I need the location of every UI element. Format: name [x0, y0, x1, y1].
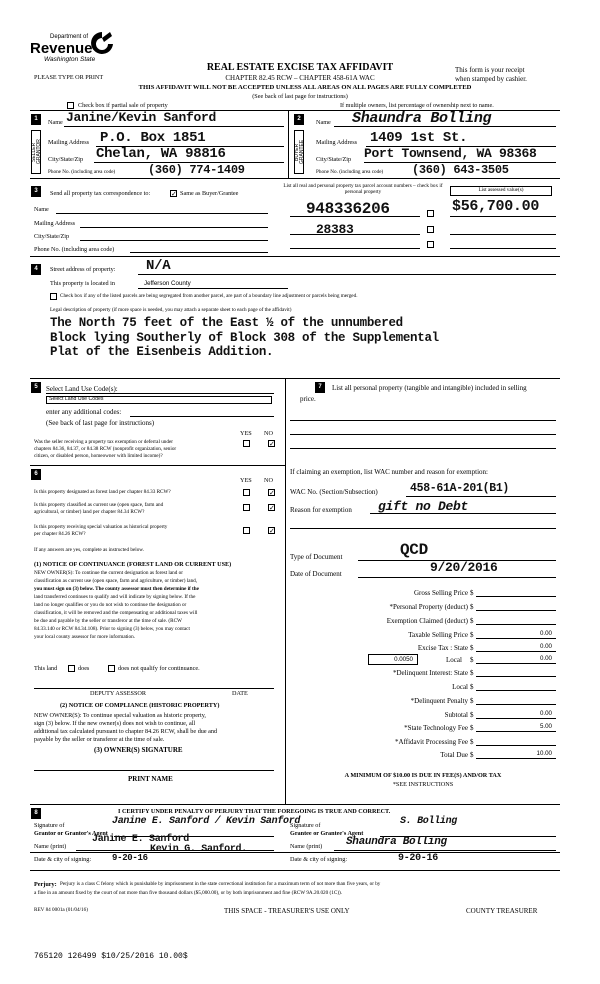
s6-q3-line-1: Is this property receiving special valuation as historical property — [34, 524, 168, 530]
seller-name-label: Name — [48, 119, 63, 126]
legal-label: Legal description of property (if more space is needed, you may attach a separate sheet to each page of the affidavit) — [50, 307, 292, 313]
grantor-date-label: Date & city of signing: — [34, 856, 92, 863]
s6-q1: Is this property designated as forest land per chapter 84.33 RCW? — [34, 489, 171, 495]
s6-if-yes: If any answers are yes, complete as instructed below. — [34, 547, 145, 553]
section-3-number: 3 — [31, 186, 41, 197]
subtotal-value: 0.00 — [539, 710, 552, 717]
does-not-label: does not qualify for continuance. — [118, 665, 200, 672]
exemption-dollar: $ — [470, 617, 474, 625]
personal-label: *Personal Property (deduct) — [389, 603, 468, 611]
receipt-note-2: when stamped by cashier. — [455, 75, 527, 83]
notice-1-line-9: your local county assessor for more information. — [34, 634, 135, 640]
buyer-address-label: Mailing Address — [316, 139, 358, 146]
s5-q1-line-1: Was the seller receiving a property tax exemption or deferral under — [34, 439, 174, 445]
exemption-claimed-label: Exemption Claimed (deduct) — [386, 617, 468, 625]
certify-statement: I CERTIFY UNDER PENALTY OF PERJURY THAT THE FOREGOING IS TRUE AND CORRECT. — [118, 808, 391, 815]
local-label: Local — [446, 656, 462, 664]
s3-address-label: Mailing Address — [34, 220, 76, 227]
affidavit-fee-dollar: $ — [470, 738, 474, 746]
parcel-1-checkbox[interactable] — [427, 210, 434, 217]
buyer-city[interactable]: Port Townsend, WA 98368 — [364, 146, 537, 161]
gross-dollar: $ — [470, 589, 474, 597]
grantee-signature[interactable]: S. Bolling — [400, 816, 458, 827]
total-due-value: 10.00 — [536, 750, 552, 757]
perjury-line-1: Perjury is a class C felony which is punishable by imprisonment in the state correctional institution for a maximum term of not more than five years, or by — [60, 881, 381, 887]
s3-name-label: Name — [34, 206, 49, 213]
s5-q1-no-checkbox[interactable]: ✓ — [269, 440, 275, 448]
section-4-number: 4 — [31, 264, 41, 275]
wac-number[interactable]: 458-61A-201(B1) — [410, 482, 510, 495]
taxable-dollar: $ — [470, 631, 474, 639]
s3-phone-label: Phone No. (including area code) — [34, 246, 115, 253]
gross-label: Gross Selling Price — [413, 589, 468, 597]
notice-1-line-2: classification as current use (open space, farm and agriculture, or timber) land, — [34, 578, 198, 584]
delinquent-interest-dollar: $ — [470, 669, 474, 677]
s5-q1-yes-checkbox[interactable] — [243, 440, 250, 447]
seller-phone-label: Phone No. (including area code) — [48, 169, 116, 175]
perjury-line-2: a fine in an amount fixed by the court of not more than five thousand dollars ($5,000.00), or by both imprisonment and fine (RCW 9A.20.020 (1C)). — [34, 890, 343, 896]
send-correspondence-label: Send all property tax correspondence to: — [50, 190, 151, 197]
assessed-1[interactable]: $56,700.00 — [452, 198, 540, 215]
s5-q1-line-2: chapters 84.36, 84.37, or 84.38 RCW (nonprofit organization, senior — [34, 446, 177, 452]
grantee-sig-label-1: Signature of — [290, 822, 321, 829]
deputy-assessor-label: DEPUTY ASSESSOR — [90, 690, 146, 697]
this-land-label: This land — [34, 665, 58, 672]
s6-q3-line-2: per chapter 84.26 RCW? — [34, 531, 86, 537]
tech-fee-value: 5.00 — [539, 723, 552, 730]
grantee-name-label: Name (print) — [290, 843, 323, 850]
seller-city[interactable]: Chelan, WA 98816 — [96, 146, 226, 162]
legal-line-3[interactable]: Plat of the Eisenbeis Addition. — [50, 345, 274, 359]
s3-city-label: City/State/Zip — [34, 233, 70, 240]
local-value: 0.00 — [539, 655, 552, 662]
doc-date-label: Date of Document — [290, 570, 342, 578]
exemption-reason[interactable]: gift no Debt — [378, 499, 469, 514]
grantee-date-label: Date & city of signing: — [290, 856, 348, 863]
grantor-date[interactable]: 9-20-16 — [112, 853, 148, 863]
grantor-name-label: Name (print) — [34, 843, 67, 850]
section-7-number: 7 — [315, 382, 325, 393]
legal-line-2[interactable]: Block lying Southerly of Block 308 of the Supplemental — [50, 331, 439, 345]
does-checkbox[interactable] — [68, 665, 75, 672]
seller-side-label: SELLER GRANTOR — [31, 130, 41, 174]
grantor-sig-label-1: Signature of — [34, 822, 65, 829]
parcel-1[interactable]: 948336206 — [306, 200, 390, 218]
parcel-header: List all real and personal property tax parcel account numbers – check box if personal property — [283, 183, 443, 195]
does-label: does — [78, 665, 90, 672]
partial-sale-label: Check box if partial sale of property — [78, 102, 168, 109]
notice-2-line-2: sign (3) below. If the new owner(s) does not wish to continue, all — [34, 720, 196, 727]
segregated-checkbox[interactable] — [50, 293, 57, 300]
form-warning: THIS AFFIDAVIT WILL NOT BE ACCEPTED UNLESS ALL AREAS ON ALL PAGES ARE FULLY COMPLETED — [138, 84, 472, 91]
s6-q2-yes-checkbox[interactable] — [243, 504, 250, 511]
delinquent-penalty-label: *Delinquent Penalty — [410, 697, 468, 705]
section-6-number: 6 — [31, 469, 41, 480]
grantee-sig-label-2: Grantee or Grantee's Agent — [290, 830, 364, 837]
subtotal-label: Subtotal — [444, 711, 468, 719]
seller-phone[interactable]: (360) 774-1409 — [148, 163, 245, 177]
notice-1-line-5: land no longer qualifies or you do not wish to continue the designation or — [34, 602, 187, 608]
total-due-dollar: $ — [470, 751, 474, 759]
local-rate[interactable]: 0.0050 — [368, 654, 418, 665]
buyer-phone[interactable]: (360) 643-3505 — [412, 163, 509, 177]
grantor-sig-label-2: Grantor or Grantor's Agent — [34, 830, 108, 837]
doc-type-label: Type of Document — [290, 553, 343, 561]
treasurer-stamp: 765120 126499 $10/25/2016 10.00$ — [34, 952, 188, 961]
notice-2-title: (2) NOTICE OF COMPLIANCE (HISTORIC PROPERTY) — [60, 702, 220, 709]
section-5-number: 5 — [31, 382, 41, 393]
section-1-number: 1 — [31, 114, 41, 125]
tech-fee-label: *State Technology Fee — [404, 724, 468, 732]
s6-q1-no-checkbox[interactable]: ✓ — [269, 489, 275, 497]
taxable-label: Taxable Selling Price — [408, 631, 468, 639]
owner-signature-label: (3) OWNER(S) SIGNATURE — [94, 746, 183, 754]
doc-type[interactable]: QCD — [400, 541, 428, 559]
located-label: This property is located in — [50, 280, 115, 287]
s6-yes-header: YES — [240, 477, 252, 484]
delinquent-local-dollar: $ — [470, 683, 474, 691]
revenue-logo — [30, 30, 122, 70]
notice-1-line-6: classification, it will be removed and the compensating or additional taxes will — [34, 610, 198, 616]
does-not-checkbox[interactable] — [108, 665, 115, 672]
street-address[interactable]: N/A — [146, 258, 171, 274]
buyer-address[interactable]: 1409 1st St. — [370, 130, 468, 146]
s7-list-line-2: price. — [300, 395, 316, 403]
parcel-2[interactable]: 28383 — [316, 222, 354, 237]
legal-line-1[interactable]: The North 75 feet of the East ½ of the unnumbered — [50, 316, 403, 330]
tech-fee-dollar: $ — [470, 724, 474, 732]
grantee-date[interactable]: 9-20-16 — [398, 853, 438, 864]
notice-2-line-1: NEW OWNER(S): To continue special valuation as historic property, — [34, 712, 206, 719]
affidavit-fee-label: *Affidavit Processing Fee — [395, 738, 468, 746]
same-as-buyer-checkbox[interactable]: ✓ — [171, 190, 177, 198]
county-treasurer: COUNTY TREASURER — [466, 907, 538, 915]
parcel-3-checkbox[interactable] — [427, 241, 434, 248]
land-use-label: Select Land Use Code(s): — [46, 385, 118, 393]
taxable-value: 0.00 — [539, 630, 552, 637]
notice-2-line-4: payable by the seller or transferor at the time of sale. — [34, 736, 165, 743]
subtotal-dollar: $ — [470, 711, 474, 719]
minimum-note: A MINIMUM OF $10.00 IS DUE IN FEE(S) AND/OR TAX — [344, 772, 502, 779]
parcel-2-checkbox[interactable] — [427, 226, 434, 233]
s5-no-header: NO — [264, 430, 273, 437]
s6-q1-yes-checkbox[interactable] — [243, 489, 250, 496]
assessed-header: List assessed value(s) — [450, 186, 552, 196]
wac-label: WAC No. (Section/Subsection) — [290, 488, 378, 496]
buyer-city-label: City/State/Zip — [316, 156, 352, 163]
seller-address-label: Mailing Address — [48, 139, 90, 146]
street-label: Street address of property: — [50, 266, 116, 273]
excise-dollar: $ — [470, 644, 474, 652]
excise-value: 0.00 — [539, 643, 552, 650]
s6-q3-yes-checkbox[interactable] — [243, 527, 250, 534]
s5-yes-header: YES — [240, 430, 252, 437]
deputy-date-label: DATE — [232, 690, 248, 697]
delinquent-penalty-dollar: $ — [470, 697, 474, 705]
personal-dollar: $ — [470, 603, 474, 611]
notice-1-line-1: NEW OWNER(S): To continue the current designation as forest land or — [34, 570, 183, 576]
additional-codes-label: enter any additional codes: — [46, 408, 122, 416]
notice-1-line-4: land transferred continues to qualify and will indicate by signing below. If the — [34, 594, 196, 600]
delinquent-interest-label: *Delinquent Interest: State — [392, 669, 468, 677]
section-8-number: 8 — [31, 808, 41, 819]
seller-name[interactable]: Janine/Kevin Sanford — [66, 110, 217, 125]
form-revision: REV 84 0001a (01/04/16) — [34, 907, 88, 913]
doc-date[interactable]: 9/20/2016 — [430, 560, 498, 575]
grantor-signature[interactable]: Janine E. Sanford / Kevin Sanford — [112, 816, 301, 827]
grantor-name-2[interactable]: Kevin G. Sanford. — [150, 844, 247, 855]
county: Jefferson County — [144, 280, 191, 287]
s5-q1-line-3: citizen, or disabled person, homeowner with limited income)? — [34, 453, 163, 459]
notice-1-line-7: be due and payable by the seller or transferor at the time of sale. (RCW — [34, 618, 182, 624]
buyer-name[interactable]: Shaundra Bolling — [352, 110, 492, 127]
s6-q2-line-2: agricultural, or timber) land per chapter 84.34 RCW? — [34, 509, 145, 515]
receipt-note-1: This form is your receipt — [455, 66, 525, 74]
notice-1-line-3: you must sign on (3) below. The county assessor must then determine if the — [34, 586, 199, 592]
reason-label: Reason for exemption — [290, 506, 352, 514]
grantee-name[interactable]: Shaundra Bolling — [346, 836, 447, 848]
print-name-label: PRINT NAME — [128, 775, 173, 783]
seller-address[interactable]: P.O. Box 1851 — [100, 130, 206, 146]
land-use-select[interactable]: Select Land Use Codes — [46, 396, 272, 404]
buyer-side-label: BUYER GRANTEE — [294, 130, 304, 174]
see-instructions: *SEE INSTRUCTIONS — [392, 781, 454, 788]
excise-label: Excise Tax : State — [417, 644, 468, 652]
logo-name: Revenue — [30, 40, 93, 57]
logo-state: Washington State — [44, 56, 96, 63]
buyer-name-label: Name — [316, 119, 331, 126]
section-2-number: 2 — [294, 114, 304, 125]
segregated-label: Check box if any of the listed parcels are being segregated from another parcel, are part of a boundary line adjustment or parcels being merged. — [60, 293, 358, 299]
s6-q2-line-1: Is this property classified as current use (open space, farm and — [34, 502, 164, 508]
s6-q2-no-checkbox[interactable]: ✓ — [269, 504, 275, 512]
grantor-name-1[interactable]: Janine E. Sanford — [92, 834, 189, 845]
local-dollar: $ — [470, 656, 474, 664]
form-chapter: CHAPTER 82.45 RCW – CHAPTER 458-61A WAC — [225, 74, 375, 82]
delinquent-local-label: Local — [452, 683, 468, 691]
same-as-buyer-label: Same as Buyer/Grantee — [180, 190, 239, 197]
buyer-phone-label: Phone No. (including area code) — [316, 169, 384, 175]
logo-dept: Department of — [50, 34, 89, 40]
perjury-title: Perjury: — [34, 881, 57, 888]
notice-1-title: (1) NOTICE OF CONTINUANCE (FOREST LAND OR CURRENT USE) — [34, 561, 232, 568]
treasurer-use: THIS SPACE - TREASURER'S USE ONLY — [224, 907, 350, 915]
s6-no-header: NO — [264, 477, 273, 484]
partial-sale-checkbox[interactable] — [67, 102, 74, 109]
notice-1-line-8: 84.33.140 or RCW 84.34.108). Prior to signing (3) below, you may contact — [34, 626, 190, 632]
multi-owner-note: If multiple owners, list percentage of ownership next to name. — [340, 102, 494, 109]
please-type: PLEASE TYPE OR PRINT — [34, 74, 104, 81]
total-due-label: Total Due — [440, 751, 468, 759]
seller-city-label: City/State/Zip — [48, 156, 84, 163]
notice-2-line-3: additional tax calculated pursuant to chapter 84.26 RCW, shall be due and — [34, 728, 218, 735]
exemption-label: If claiming an exemption, list WAC number and reason for exemption: — [290, 468, 488, 476]
form-title: REAL ESTATE EXCISE TAX AFFIDAVIT — [206, 62, 394, 73]
s7-list-line-1: List all personal property (tangible and intangible) included in selling — [332, 384, 527, 392]
s5-see-back: (See back of last page for instructions) — [46, 419, 155, 427]
s6-q3-no-checkbox[interactable]: ✓ — [269, 527, 275, 535]
see-back: (See back of last page for instructions) — [252, 93, 348, 100]
